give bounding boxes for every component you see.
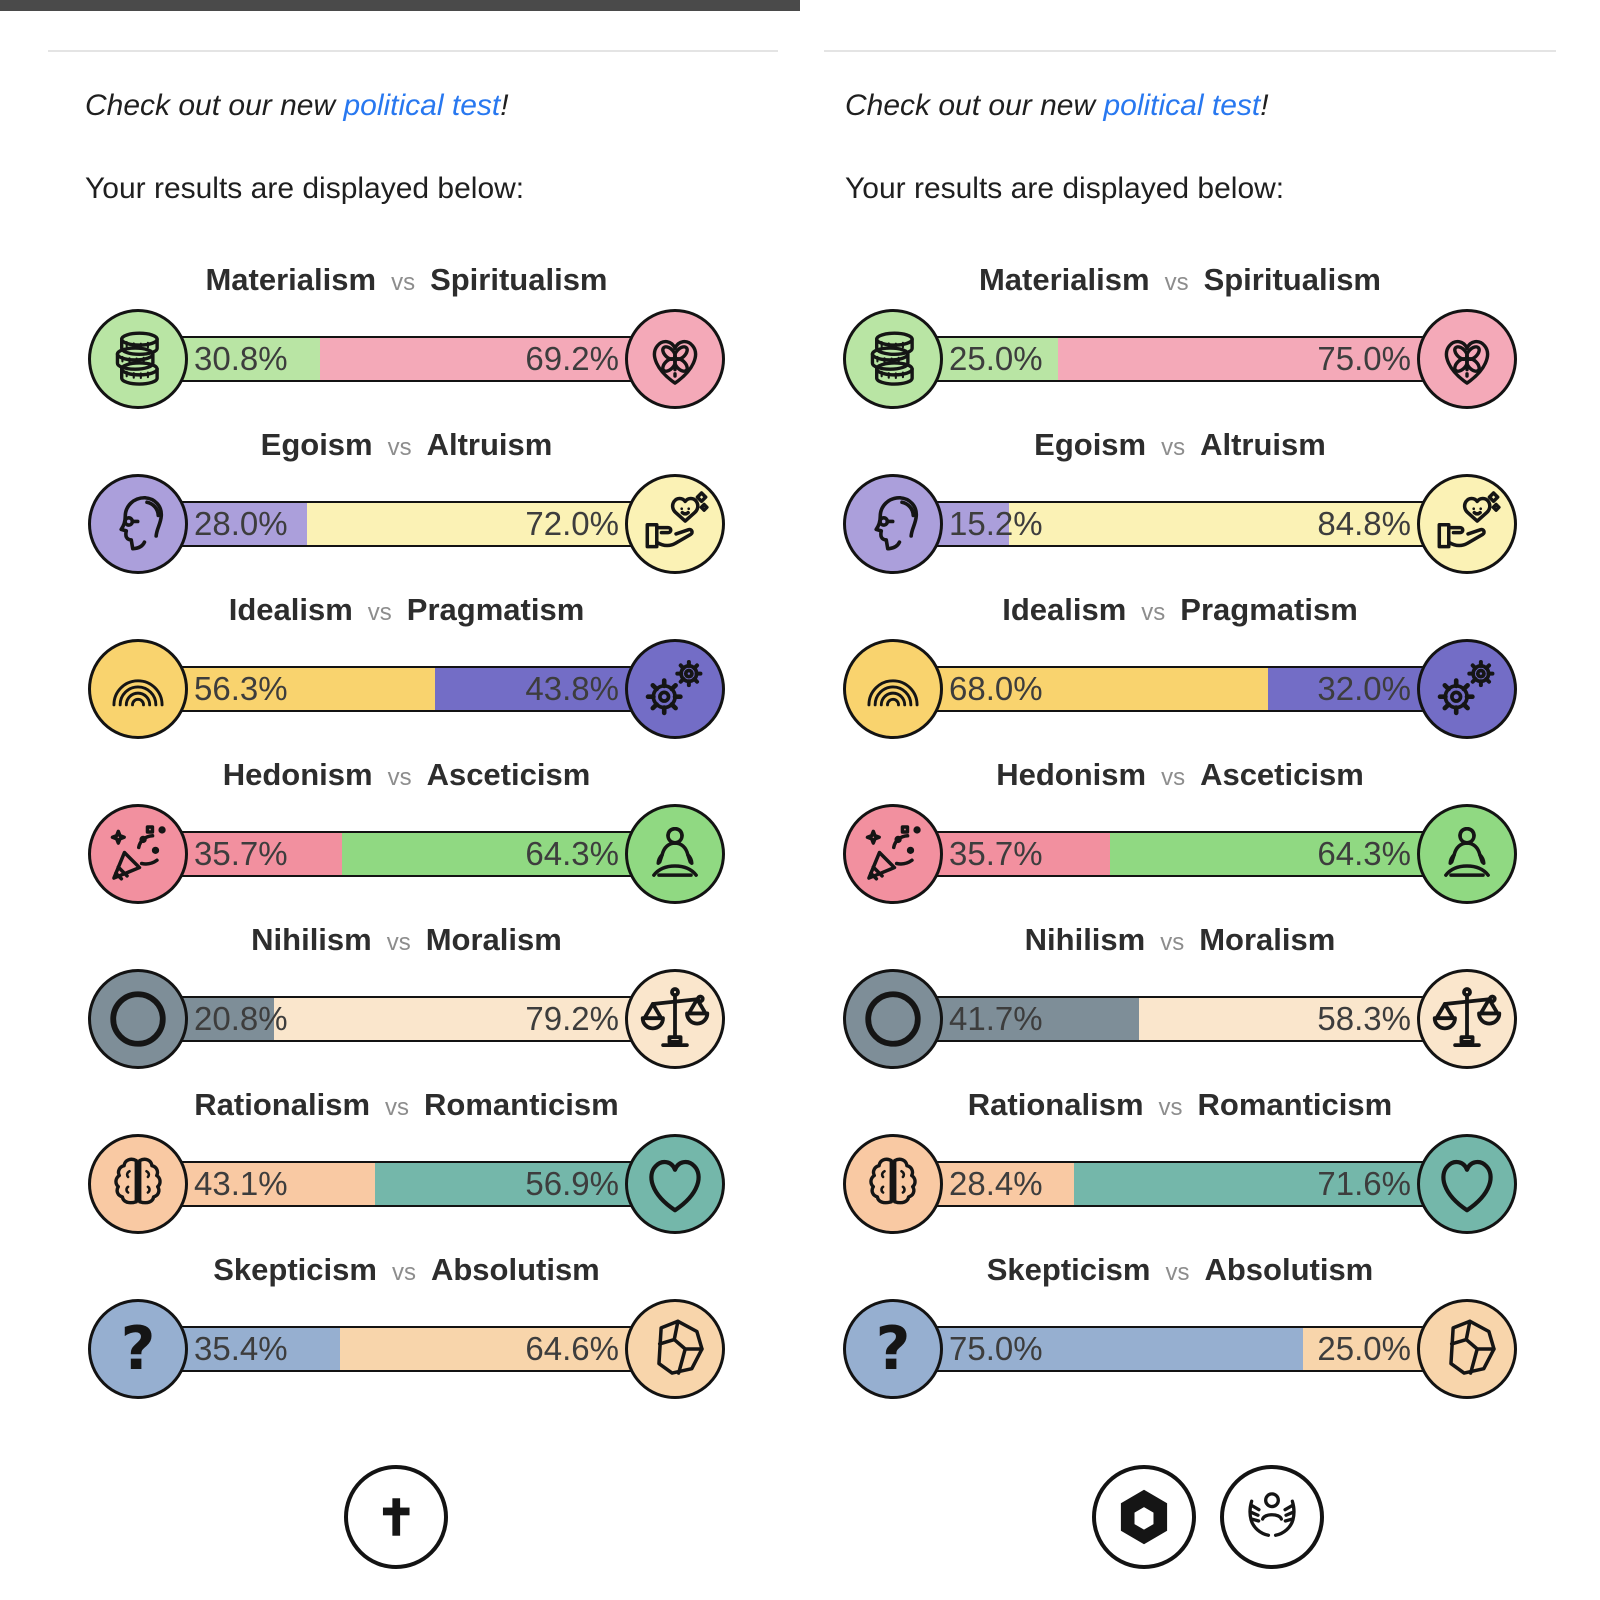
row-title: [88, 1252, 725, 1291]
right-label: Spiritualism: [430, 262, 608, 297]
left-percent: 30.8%: [194, 340, 288, 377]
left-label: Materialism: [205, 262, 377, 297]
percent-bar: [933, 1326, 1427, 1372]
result-bar: [88, 1299, 725, 1399]
face-profile-icon: [857, 488, 929, 560]
right-label: Pragmatism: [406, 592, 585, 627]
footer-icons: [8, 1465, 784, 1569]
right-label: Spiritualism: [1203, 262, 1381, 297]
result-row-materialism-spiritualism: [843, 262, 1517, 409]
right-percent: 69.2%: [525, 340, 619, 377]
empty-ring-icon: [852, 978, 934, 1060]
gears-icon-circle: [625, 639, 725, 739]
right-label: Altruism: [1200, 427, 1326, 462]
vs-label: vs: [1158, 1094, 1183, 1121]
question-mark-icon-circle: [843, 1299, 943, 1399]
vs-label: vs: [391, 269, 416, 296]
right-percent: 25.0%: [1317, 1330, 1411, 1367]
vs-label: vs: [386, 929, 411, 956]
right-label: Romanticism: [1197, 1087, 1393, 1122]
vs-label: vs: [367, 599, 392, 626]
right-label: Romanticism: [424, 1087, 619, 1122]
result-bar: [88, 1134, 725, 1234]
result-row-idealism-pragmatism: [88, 592, 725, 739]
percent-bar: [933, 666, 1427, 712]
vs-label: vs: [1164, 269, 1189, 296]
hand-heart-icon-circle: [1417, 474, 1517, 574]
right-label: Absolutism: [430, 1252, 600, 1287]
vs-label: vs: [385, 1094, 410, 1121]
left-percent: 25.0%: [949, 340, 1043, 377]
face-profile-icon: [102, 488, 174, 560]
face-profile-icon-circle: [88, 474, 188, 574]
divider-line: [48, 50, 778, 52]
brain-icon: [104, 1150, 172, 1218]
vs-label: vs: [391, 1259, 416, 1286]
rainbow-icon: [860, 656, 926, 722]
heart-icon-circle: [1417, 1134, 1517, 1234]
gears-icon: [638, 652, 712, 726]
coins-icon-circle: [88, 309, 188, 409]
christian-cross-icon-badge: [344, 1465, 448, 1569]
right-percent: 71.6%: [1317, 1165, 1411, 1202]
rock-icon: [640, 1314, 710, 1384]
coins-icon: [859, 325, 927, 393]
brain-icon-circle: [843, 1134, 943, 1234]
left-label: Hedonism: [222, 757, 373, 792]
right-label: Asceticism: [426, 757, 591, 792]
right-label: Absolutism: [1204, 1252, 1374, 1287]
hand-heart-icon: [640, 489, 710, 559]
right-percent: 64.3%: [525, 835, 619, 872]
left-percent: 43.1%: [194, 1165, 288, 1202]
scales-icon-circle: [1417, 969, 1517, 1069]
rainbow-icon-circle: [843, 639, 943, 739]
rainbow-icon: [105, 656, 171, 722]
meditation-icon-circle: [625, 804, 725, 904]
left-percent: 28.4%: [949, 1165, 1043, 1202]
result-bar: [843, 639, 1517, 739]
question-mark-icon: ?: [875, 1314, 911, 1384]
result-bar: [843, 1134, 1517, 1234]
right-percent: 64.6%: [525, 1330, 619, 1367]
promo-prefix: Check out our new: [85, 89, 344, 122]
right-label: Asceticism: [1200, 757, 1364, 792]
promo-text: [816, 88, 1600, 123]
percent-bar: [933, 996, 1427, 1042]
brain-icon-circle: [88, 1134, 188, 1234]
party-popper-icon: [858, 819, 928, 889]
result-row-egoism-altruism: [843, 427, 1517, 574]
percent-bar: [933, 831, 1427, 877]
result-bar: [88, 474, 725, 574]
hand-heart-icon: [1432, 489, 1502, 559]
left-label: Egoism: [260, 427, 373, 462]
political-test-link[interactable]: political test: [343, 89, 501, 122]
result-row-skepticism-absolutism: [88, 1252, 725, 1399]
caring-hands-icon-badge: [1220, 1465, 1324, 1569]
face-profile-icon-circle: [843, 474, 943, 574]
right-percent: 64.3%: [1317, 835, 1411, 872]
party-popper-icon: [103, 819, 173, 889]
result-row-rationalism-romanticism: [88, 1087, 725, 1234]
results-panel-right: [816, 0, 1600, 1600]
left-label: Egoism: [1034, 427, 1147, 462]
left-percent: 35.7%: [949, 835, 1043, 872]
result-row-skepticism-absolutism: [843, 1252, 1517, 1399]
heart-icon-circle: [625, 1134, 725, 1234]
row-title: [88, 757, 725, 796]
rock-icon-circle: [625, 1299, 725, 1399]
left-label: Rationalism: [967, 1087, 1144, 1122]
hexagon-nut-icon-badge: [1092, 1465, 1196, 1569]
row-title: [843, 1252, 1517, 1291]
vs-label: vs: [387, 764, 412, 791]
promo-suffix: !: [1260, 89, 1269, 122]
right-label: Altruism: [426, 427, 553, 462]
row-title: [843, 427, 1517, 466]
party-popper-icon-circle: [88, 804, 188, 904]
promo-text: [8, 88, 784, 123]
vs-label: vs: [1160, 929, 1185, 956]
result-bar: [88, 804, 725, 904]
row-title: [88, 592, 725, 631]
row-title: [843, 1087, 1517, 1126]
percent-bar: [178, 336, 635, 382]
scales-icon: [1429, 981, 1505, 1057]
footer-icons: [816, 1465, 1600, 1569]
caring-hands-icon: [1239, 1484, 1305, 1550]
political-test-link[interactable]: political test: [1103, 89, 1261, 122]
hexagon-nut-icon: [1111, 1484, 1177, 1550]
result-row-egoism-altruism: [88, 427, 725, 574]
left-label: Rationalism: [194, 1087, 371, 1122]
row-title: [88, 1087, 725, 1126]
percent-bar: [178, 1326, 635, 1372]
left-percent: 20.8%: [194, 1000, 288, 1037]
result-row-materialism-spiritualism: [88, 262, 725, 409]
heart-icon: [1431, 1148, 1503, 1220]
coins-icon-circle: [843, 309, 943, 409]
percent-bar: [933, 1161, 1427, 1207]
meditation-icon: [1432, 819, 1502, 889]
result-row-idealism-pragmatism: [843, 592, 1517, 739]
percent-bar: [178, 1161, 635, 1207]
results-rows: [816, 262, 1600, 1399]
vs-label: vs: [1161, 764, 1186, 791]
row-title: [88, 427, 725, 466]
scales-icon-circle: [625, 969, 725, 1069]
row-title: [843, 922, 1517, 961]
heart-flower-icon: [641, 325, 709, 393]
empty-ring-icon-circle: [88, 969, 188, 1069]
divider-line: [824, 50, 1556, 52]
gears-icon-circle: [1417, 639, 1517, 739]
row-title: [843, 592, 1517, 631]
question-mark-icon-circle: [88, 1299, 188, 1399]
result-row-hedonism-asceticism: [88, 757, 725, 904]
heart-flower-icon-circle: [625, 309, 725, 409]
left-label: Idealism: [1002, 592, 1127, 627]
vs-label: vs: [1165, 1259, 1190, 1286]
result-bar: [88, 309, 725, 409]
heart-icon: [639, 1148, 711, 1220]
right-percent: 72.0%: [525, 505, 619, 542]
left-label: Materialism: [978, 262, 1150, 297]
percent-bar: [178, 666, 635, 712]
right-percent: 43.8%: [525, 670, 619, 707]
vs-label: vs: [1141, 599, 1166, 626]
percent-bar: [178, 996, 635, 1042]
right-percent: 58.3%: [1317, 1000, 1411, 1037]
left-label: Idealism: [228, 592, 353, 627]
results-heading: Your results are displayed below:: [85, 172, 525, 205]
result-bar: [843, 969, 1517, 1069]
left-percent: 41.7%: [949, 1000, 1043, 1037]
coins-icon: [104, 325, 172, 393]
rainbow-icon-circle: [88, 639, 188, 739]
results-heading: Your results are displayed below:: [845, 172, 1285, 205]
right-label: Moralism: [1199, 922, 1336, 957]
result-bar: [843, 804, 1517, 904]
percent-bar: [178, 831, 635, 877]
left-label: Nihilism: [1024, 922, 1146, 957]
heart-flower-icon: [1433, 325, 1501, 393]
right-percent: 79.2%: [525, 1000, 619, 1037]
percent-bar: [178, 501, 635, 547]
result-row-rationalism-romanticism: [843, 1087, 1517, 1234]
left-label: Skepticism: [986, 1252, 1151, 1287]
result-bar: [843, 309, 1517, 409]
result-row-hedonism-asceticism: [843, 757, 1517, 904]
result-bar: [88, 639, 725, 739]
right-percent: 75.0%: [1317, 340, 1411, 377]
left-percent: 56.3%: [194, 670, 288, 707]
right-percent: 56.9%: [525, 1165, 619, 1202]
right-percent: 32.0%: [1317, 670, 1411, 707]
promo-suffix: !: [500, 89, 509, 122]
rock-icon-circle: [1417, 1299, 1517, 1399]
scales-icon: [637, 981, 713, 1057]
question-mark-icon: ?: [120, 1314, 156, 1384]
result-bar: [843, 1299, 1517, 1399]
row-title: [843, 262, 1517, 301]
right-label: Pragmatism: [1180, 592, 1358, 627]
result-bar: [843, 474, 1517, 574]
rock-icon: [1432, 1314, 1502, 1384]
meditation-icon-circle: [1417, 804, 1517, 904]
right-label: Moralism: [425, 922, 562, 957]
christian-cross-icon: [367, 1488, 425, 1546]
result-row-nihilism-moralism: [843, 922, 1517, 1069]
vs-label: vs: [387, 434, 412, 461]
left-percent: 35.4%: [194, 1330, 288, 1367]
left-label: Hedonism: [996, 757, 1147, 792]
row-title: [843, 757, 1517, 796]
left-percent: 75.0%: [949, 1330, 1043, 1367]
results-rows: [8, 262, 784, 1399]
party-popper-icon-circle: [843, 804, 943, 904]
percent-bar: [933, 336, 1427, 382]
row-title: [88, 262, 725, 301]
gears-icon: [1430, 652, 1504, 726]
results-panel-left: [8, 0, 784, 1600]
left-label: Nihilism: [251, 922, 372, 957]
left-label: Skepticism: [213, 1252, 377, 1287]
percent-bar: [933, 501, 1427, 547]
meditation-icon: [640, 819, 710, 889]
promo-prefix: Check out our new: [845, 89, 1104, 122]
result-bar: [88, 969, 725, 1069]
empty-ring-icon: [97, 978, 179, 1060]
vs-label: vs: [1161, 434, 1186, 461]
left-percent: 15.2%: [949, 505, 1043, 542]
hand-heart-icon-circle: [625, 474, 725, 574]
left-percent: 35.7%: [194, 835, 288, 872]
row-title: [88, 922, 725, 961]
left-percent: 68.0%: [949, 670, 1043, 707]
right-percent: 84.8%: [1317, 505, 1411, 542]
left-percent: 28.0%: [194, 505, 288, 542]
heart-flower-icon-circle: [1417, 309, 1517, 409]
brain-icon: [859, 1150, 927, 1218]
empty-ring-icon-circle: [843, 969, 943, 1069]
result-row-nihilism-moralism: [88, 922, 725, 1069]
